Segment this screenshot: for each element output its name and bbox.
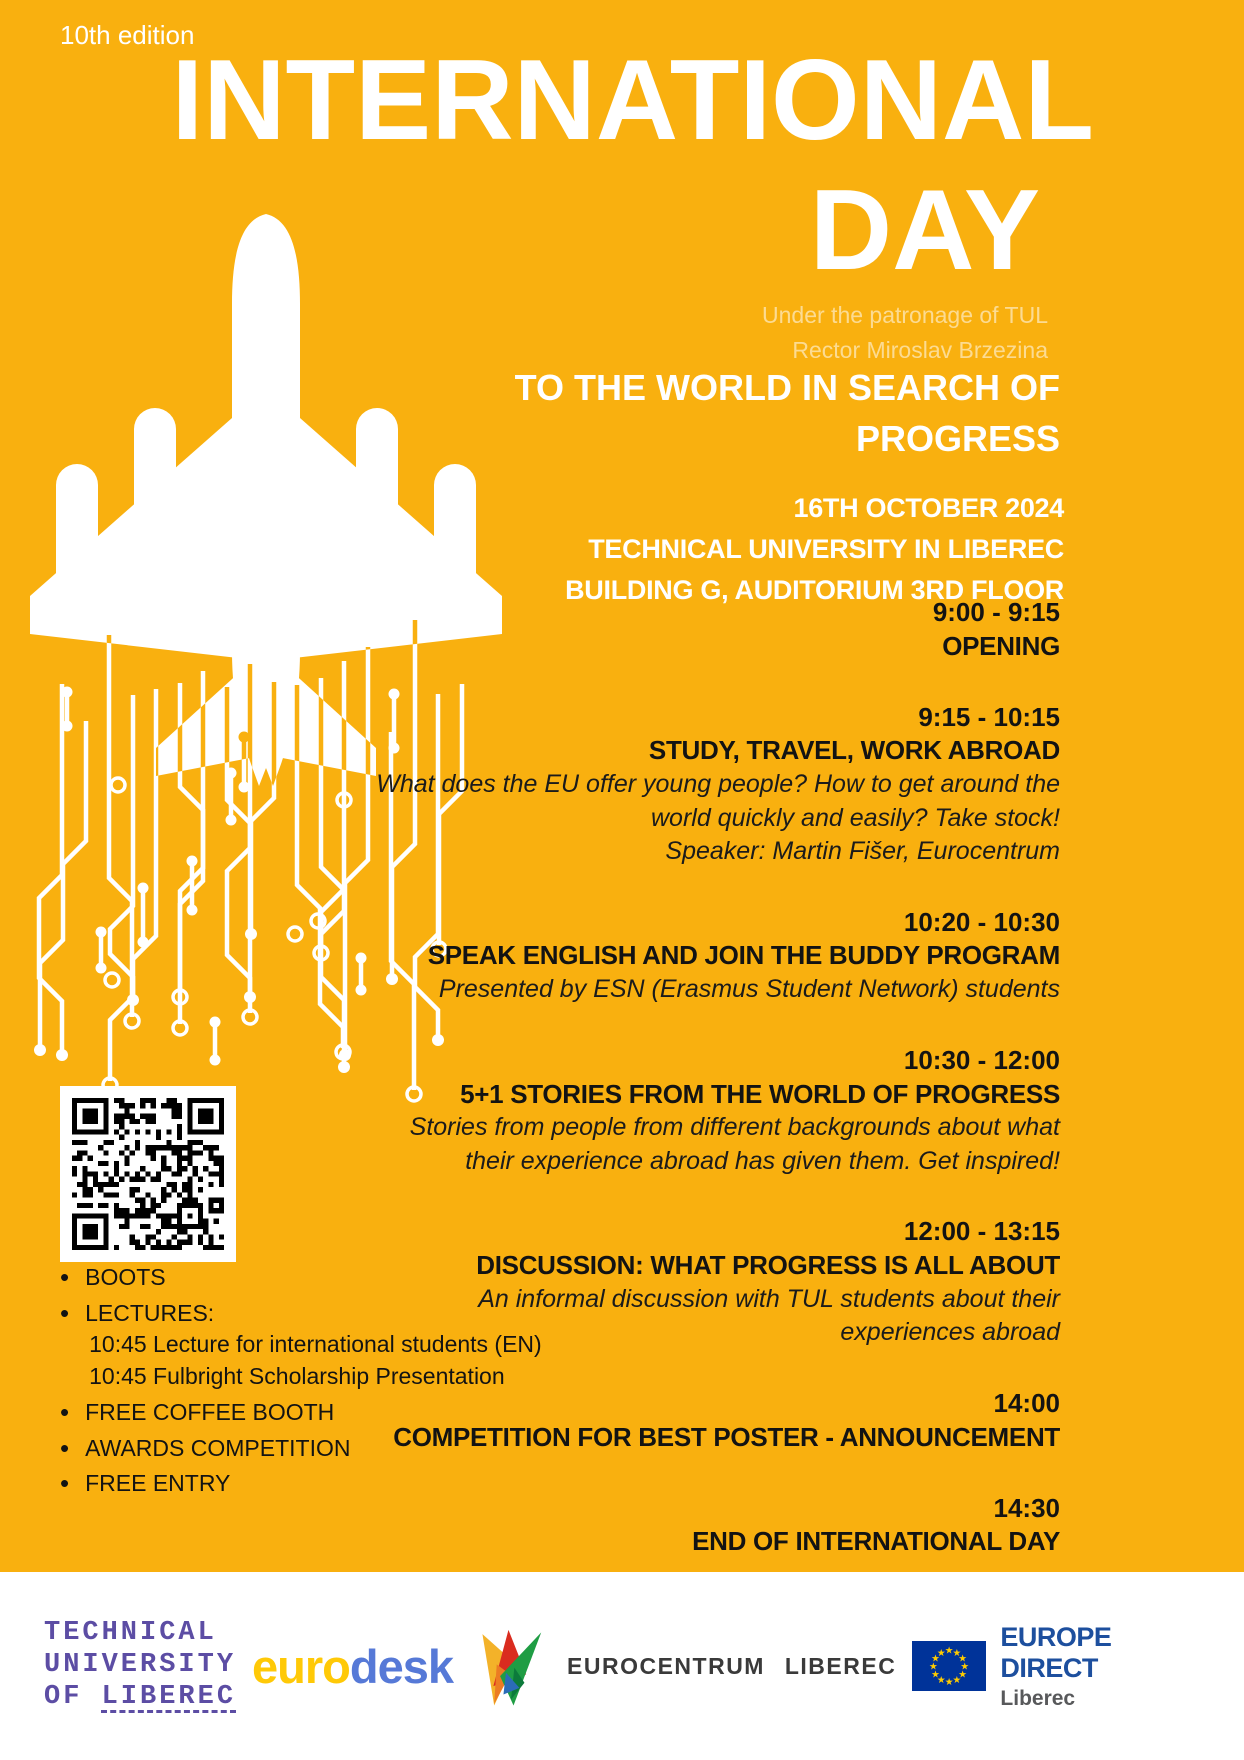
schedule-time: 9:00 - 9:15 xyxy=(932,597,1060,627)
event-room: BUILDING G, AUDITORIUM 3RD FLOOR xyxy=(565,575,1064,606)
schedule-time: 14:30 xyxy=(993,1492,1060,1523)
svg-text:★: ★ xyxy=(937,1675,946,1687)
list-item xyxy=(60,1433,560,1465)
poster-subtitle xyxy=(515,362,1060,464)
list-item-label: • FREE ENTRY xyxy=(85,1470,231,1497)
tul-logo-line3: OF LIBEREC xyxy=(44,1681,237,1712)
list-item-label: • LECTURES: xyxy=(85,1299,215,1326)
svg-text:★: ★ xyxy=(945,1645,954,1657)
schedule-time: 10:30 - 12:00 xyxy=(903,1044,1060,1075)
svg-text:★: ★ xyxy=(960,1661,970,1673)
poster-title-line2: DAY xyxy=(809,167,1040,294)
list-item-label: • AWARDS COMPETITION xyxy=(85,1434,351,1461)
schedule-title: SPEAK ENGLISH AND JOIN THE BUDDY PROGRAM xyxy=(427,940,1060,971)
list-item-sublines: 10:45 Lecture for international students (EN) 10:45 Fulbright Scholarship Presentation xyxy=(89,1331,542,1390)
schedule-title: END OF INTERNATIONAL DAY xyxy=(692,1526,1060,1557)
event-venue: TECHNICAL UNIVERSITY IN LIBEREC xyxy=(588,534,1064,565)
schedule-time: 14:00 xyxy=(993,1387,1060,1418)
svg-text:★: ★ xyxy=(937,1647,946,1659)
schedule-description: What does the EU offer young people? How to get around the world quickly and easily? Take stock! Speaker: Martin Fišer, Eurocentrum xyxy=(376,770,1060,866)
patronage-line1: Under the patronage of TUL xyxy=(762,302,1048,328)
poster-title-line1: INTERNATIONAL xyxy=(171,37,1094,164)
schedule-time: 9:15 - 10:15 xyxy=(918,701,1060,732)
list-item-label: • FREE COFFEE BOOTH xyxy=(85,1398,335,1425)
svg-text:★: ★ xyxy=(931,1653,941,1665)
subtitle-line2: PROGRESS xyxy=(855,418,1060,460)
list-item-label: • BOOTS xyxy=(85,1264,166,1290)
svg-text:★: ★ xyxy=(952,1647,962,1659)
schedule-item xyxy=(270,596,1060,664)
europe-direct-city: Liberec xyxy=(1000,1686,1076,1710)
europe-direct-logo xyxy=(912,1622,1200,1711)
info-bullet-list xyxy=(60,1262,560,1504)
list-item xyxy=(60,1262,560,1294)
schedule-time: 12:00 - 13:15 xyxy=(903,1216,1060,1247)
svg-text:★: ★ xyxy=(945,1677,954,1689)
schedule-title: STUDY, TRAVEL, WORK ABROAD xyxy=(648,735,1060,766)
eurodesk-logo: eurodesk xyxy=(252,1639,454,1693)
event-info xyxy=(565,488,1064,611)
schedule-title: OPENING xyxy=(942,630,1060,661)
eurocentrum-logo xyxy=(469,1620,896,1712)
list-item xyxy=(60,1468,560,1500)
eu-flag-icon xyxy=(912,1639,986,1693)
edition-label: 10th edition xyxy=(60,20,195,50)
schedule-description: An informal discussion with TUL students about their experiences abroad xyxy=(478,1284,1060,1347)
tul-logo-line1: TECHNICAL xyxy=(44,1618,217,1649)
schedule-title: COMPETITION FOR BEST POSTER - ANNOUNCEMENT xyxy=(393,1421,1060,1452)
eurocentrum-label: EUROCENTRUM LIBEREC xyxy=(567,1652,897,1679)
svg-text:★: ★ xyxy=(952,1675,962,1687)
schedule-description: Stories from people from different backgrounds about what their experience abroad has given them. Get inspired! xyxy=(409,1113,1060,1175)
schedule-title: 5+1 STORIES FROM THE WORLD OF PROGRESS xyxy=(460,1078,1060,1109)
event-date: 16TH OCTOBER 2024 xyxy=(793,493,1064,523)
schedule-item xyxy=(270,701,1060,869)
schedule-title: DISCUSSION: WHAT PROGRESS IS ALL ABOUT xyxy=(476,1250,1060,1281)
europe-direct-title: EUROPE DIRECT xyxy=(1000,1621,1112,1683)
schedule-time: 10:20 - 10:30 xyxy=(903,906,1060,937)
tul-logo-line2: UNIVERSITY xyxy=(44,1650,237,1681)
schedule-item xyxy=(270,906,1060,1007)
list-item xyxy=(60,1298,560,1393)
qr-code xyxy=(60,1086,236,1262)
svg-text:★: ★ xyxy=(929,1661,938,1673)
patronage-line2: Rector Miroslav Brzezina xyxy=(792,336,1048,363)
patronage-note xyxy=(762,298,1048,367)
schedule-item xyxy=(270,1044,1060,1179)
svg-text:★: ★ xyxy=(958,1653,968,1665)
subtitle-line1: TO THE WORLD IN SEARCH OF xyxy=(514,367,1060,408)
svg-text:★: ★ xyxy=(958,1669,968,1681)
partner-logo-bar xyxy=(0,1572,1244,1760)
europe-direct-text xyxy=(1000,1622,1200,1711)
schedule-description: Presented by ESN (Erasmus Student Network) students xyxy=(438,975,1060,1004)
eurocentrum-mark-icon xyxy=(469,1620,553,1712)
svg-text:★: ★ xyxy=(931,1669,941,1681)
tul-logo xyxy=(44,1618,236,1714)
list-item xyxy=(60,1397,560,1429)
